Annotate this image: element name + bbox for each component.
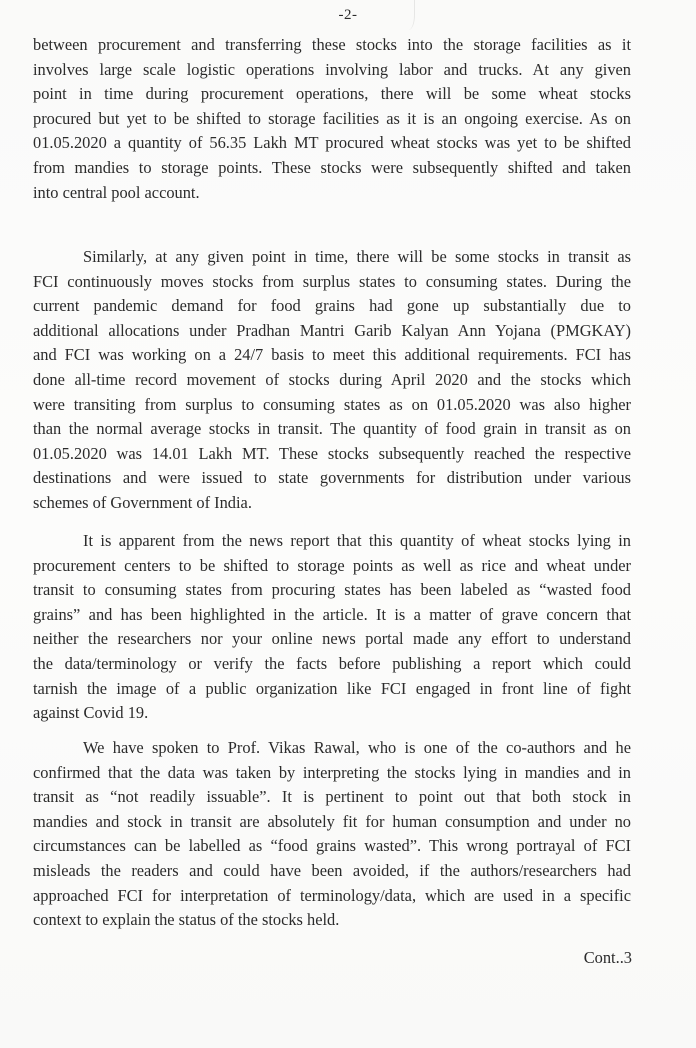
text-line: done all-time record movement of stocks during April 2020 and the stocks which (33, 369, 631, 389)
text-line: and FCI was working on a 24/7 basis to meet this additional requirements. FCI has (33, 345, 631, 365)
text-line: transit to consuming states from procuring states has been labeled as “wasted food (33, 580, 631, 600)
text-line: from mandies to storage points. These stocks were subsequently shifted and taken (33, 157, 631, 177)
text-line: FCI continuously moves stocks from surplus states to consuming states. During the (33, 271, 631, 291)
text-line: involves large scale logistic operations involving labor and trucks. At any given (33, 59, 631, 79)
text-line: procured but yet to be shifted to storage facilities as it is an ongoing exercise. As on (33, 108, 631, 128)
text-line: were transiting from surplus to consuming states as on 01.05.2020 was also higher (33, 394, 631, 414)
text-line: against Covid 19. (33, 703, 149, 723)
text-line: 01.05.2020 a quantity of 56.35 Lakh MT procured wheat stocks was yet to be shifted (33, 133, 631, 153)
text-line: the data/terminology or verify the facts before publishing a report which could (33, 653, 631, 673)
text-line: We have spoken to Prof. Vikas Rawal, who is one of the co-authors and he (83, 738, 631, 757)
paragraph-2 (33, 245, 631, 516)
text-line: mandies and stock in transit are absolutely fit for human consumption and under no (33, 811, 631, 831)
text-line: It is apparent from the news report that this quantity of wheat stocks lying in (83, 531, 631, 550)
text-line: grains” and has been highlighted in the article. It is a matter of grave concern that (33, 604, 631, 624)
text-line: schemes of Government of India. (33, 492, 252, 512)
paragraph-4 (33, 736, 631, 933)
text-line: Similarly, at any given point in time, there will be some stocks in transit as (83, 247, 631, 266)
text-line: additional allocations under Pradhan Mantri Garib Kalyan Ann Yojana (PMGKAY) (33, 320, 631, 340)
text-line: misleads the readers and could have been avoided, if the authors/researchers had (33, 860, 631, 880)
continuation-marker: Cont..3 (583, 948, 632, 967)
paragraph-3 (33, 529, 631, 726)
text-line: into central pool account. (33, 182, 200, 202)
text-line: point in time during procurement operations, there will be some wheat stocks (33, 84, 631, 104)
text-line: procurement centers to be shifted to storage points as well as rice and wheat under (33, 555, 631, 575)
text-line: current pandemic demand for food grains had gone up substantially due to (33, 296, 631, 316)
text-line: destinations and were issued to state governments for distribution under various (33, 468, 631, 488)
text-line: neither the researchers nor your online news portal made any effort to understand (33, 629, 631, 649)
text-line: than the normal average stocks in transit. The quantity of food grain in transit as on (33, 419, 631, 439)
text-line: between procurement and transferring these stocks into the storage facilities as it (33, 35, 631, 54)
text-line: 01.05.2020 was 14.01 Lakh MT. These stocks subsequently reached the respective (33, 443, 631, 463)
page-number: -2- (338, 7, 358, 23)
text-line: transit as “not readily issuable”. It is pertinent to point out that both stock in (33, 787, 631, 807)
text-line: approached FCI for interpretation of terminology/data, which are used in a specific (33, 885, 631, 905)
text-line: confirmed that the data was taken by interpreting the stocks lying in mandies and in (33, 762, 631, 782)
text-line: context to explain the status of the stocks held. (33, 910, 340, 930)
paragraph-1 (33, 33, 631, 205)
text-line: tarnish the image of a public organization like FCI engaged in front line of fight (33, 678, 631, 698)
text-line: circumstances can be labelled as “food grains wasted”. This wrong portrayal of FCI (33, 836, 631, 856)
